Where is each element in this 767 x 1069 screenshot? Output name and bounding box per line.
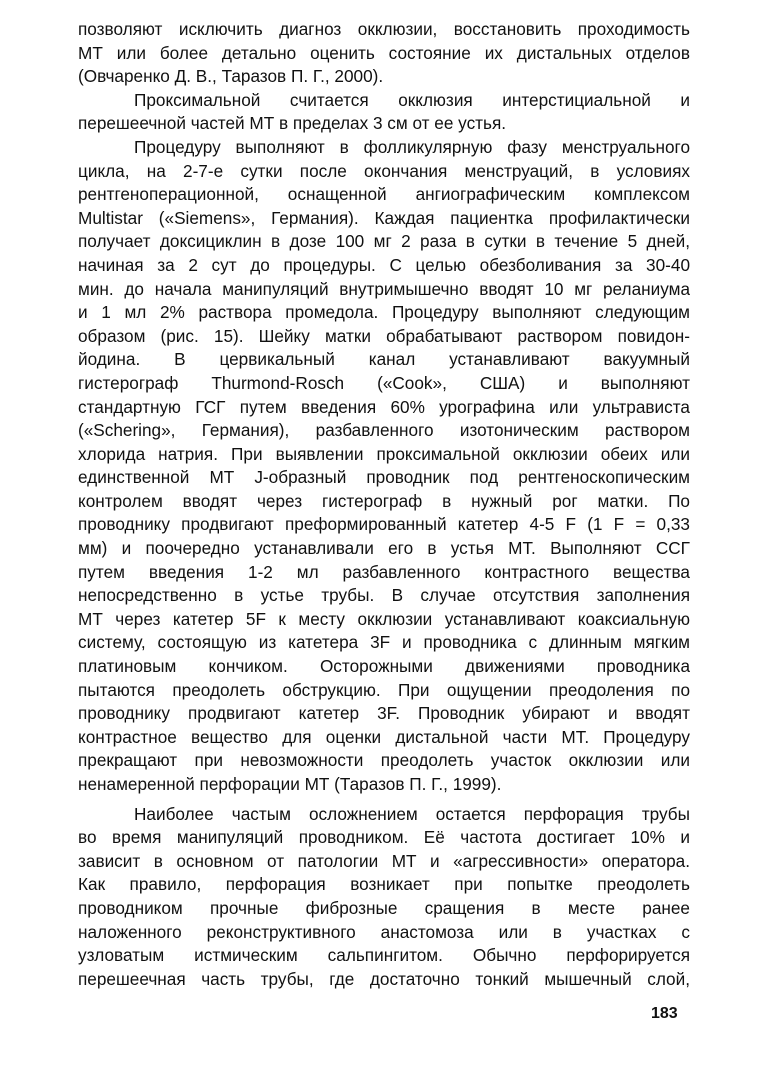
text-line: контролем вводят через гистерограф в нужный рог матки. По <box>78 490 690 511</box>
text-line: Проксимальной считается окклюзия интерстициальной и <box>134 89 690 110</box>
text-line: наложенного реконструктивного анастомоза или в участках с <box>78 921 690 942</box>
body-text <box>78 18 690 991</box>
text-line: перешеечной частей МТ в пределах 3 см от ее устья. <box>78 113 507 134</box>
text-line: Multistar («Siemens», Германия). Каждая пациентка профилактически <box>78 207 690 228</box>
text-line: проводнику продвигают преформированный катетер 4-5 F (1 F = 0,33 <box>78 514 690 535</box>
text-line: мин. до начала манипуляций внутримышечно вводят 10 мг реланиума <box>78 278 690 299</box>
text-line: прекращают при невозможности преодолеть участок окклюзии или <box>78 750 690 771</box>
text-line: («Schering», Германия), разбавленного изотоническим раствором <box>78 420 690 441</box>
text-line: получает доксициклин в дозе 100 мг 2 раза в сутки в течение 5 дней, <box>78 231 690 252</box>
text-line: гистерограф Thurmond-Rosch («Cook», США) и выполняют <box>78 372 690 393</box>
text-line: (Овчаренко Д. В., Таразов П. Г., 2000). <box>78 66 384 87</box>
text-line: начиная за 2 сут до процедуры. С целью обезболивания за 30-40 <box>78 254 690 275</box>
text-line: Наиболее частым осложнением остается перфорация трубы <box>134 803 690 824</box>
text-line: непосредственно в устье трубы. В случае отсутствия заполнения <box>78 585 690 606</box>
text-line: мм) и поочередно устанавливали его в устья МТ. Выполняют ССГ <box>78 538 690 559</box>
text-line: ненамеренной перфорации МТ (Таразов П. Г., 1999). <box>78 774 502 794</box>
text-line: единственной МТ J-образный проводник под рентгеноскопическим <box>78 467 690 488</box>
text-line: образом (рис. 15). Шейку матки обрабатывают раствором повидон- <box>78 325 690 346</box>
text-line: йодина. В цервикальный канал устанавливают вакуумный <box>78 349 690 370</box>
text-line: МТ через катетер 5F к месту окклюзии устанавливают коаксиальную <box>78 608 690 629</box>
text-line: хлорида натрия. При выявлении проксимальной окклюзии обеих или <box>78 443 690 464</box>
text-line: путем введения 1-2 мл разбавленного контрастного вещества <box>78 561 690 582</box>
text-line: Как правило, перфорация возникает при попытке преодолеть <box>78 874 690 895</box>
text-line: контрастное вещество для оценки дистальной части МТ. Процедуру <box>78 726 690 747</box>
text-line: Процедуру выполняют в фолликулярную фазу менструального <box>134 136 690 157</box>
text-line: платиновым кончиком. Осторожными движениями проводника <box>78 656 690 677</box>
text-line: систему, состоящую из катетера 3F и проводника с длинным мягким <box>78 632 690 653</box>
text-line: стандартную ГСГ путем введения 60% урографина или ультрависта <box>78 396 690 417</box>
text-line: цикла, на 2-7-е сутки после окончания менструаций, в условиях <box>78 160 690 181</box>
text-line: проводнику продвигают катетер 3F. Проводник убирают и вводят <box>78 703 690 724</box>
text-line: во время манипуляций проводником. Её частота достигает 10% и <box>78 827 690 848</box>
text-line: перешеечная часть трубы, где достаточно тонкий мышечный слой, <box>78 968 690 989</box>
text-line: узловатым истмическим сальпингитом. Обычно перфорируется <box>78 945 690 966</box>
page-number: 183 <box>651 1005 678 1022</box>
text-line: рентгеноперационной, оснащенной ангиографическим комплексом <box>78 184 690 205</box>
text-line: зависит в основном от патологии МТ и «агрессивности» оператора. <box>78 850 690 871</box>
text-line: проводником прочные фиброзные сращения в месте ранее <box>78 897 690 918</box>
text-line: МТ или более детально оценить состояние их дистальных отделов <box>78 42 690 63</box>
text-line: позволяют исключить диагноз окклюзии, восстановить проходимость <box>78 19 690 39</box>
text-line: пытаются преодолеть обструкцию. При ощущении преодоления по <box>78 679 690 700</box>
text-line: и 1 мл 2% раствора промедола. Процедуру выполняют следующим <box>78 302 690 323</box>
